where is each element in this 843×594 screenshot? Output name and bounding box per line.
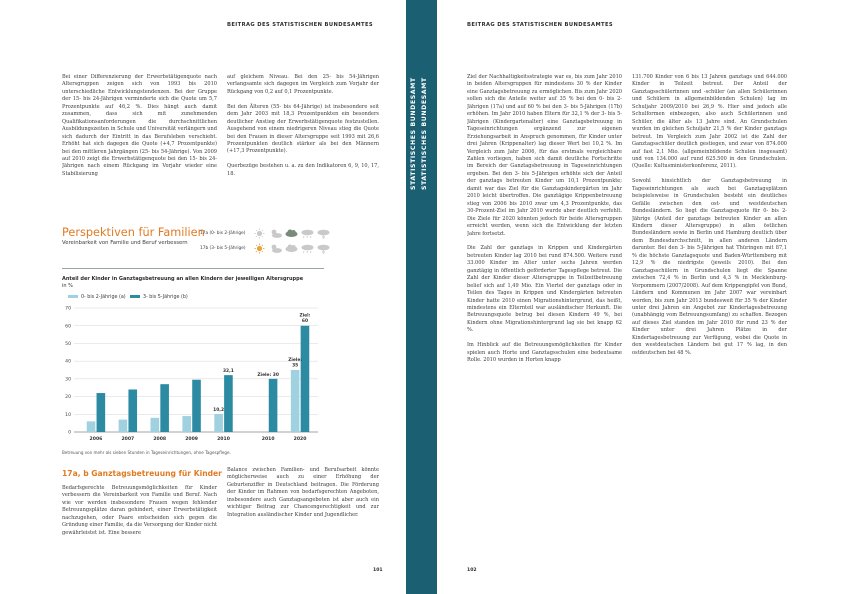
y-tick-label: 50 [65,342,71,348]
bar-chart [60,300,326,446]
spine-label: STATISTISCHES BUNDESAMT [410,77,417,190]
spine-label-repeat: STATISTISCHES BUNDESAMT [421,77,428,190]
bar [87,421,96,432]
x-tick-label: 2010 [261,437,275,442]
legend-swatch [68,295,78,298]
chart-title [62,276,327,290]
paragraph: Im Hinblick auf die Betreuungsmöglichkeiten für Kinder spielen auch Horte und Ganztagsschulen eine bedeutsame Rolle. 2010 wurden in Horten knapp [467,342,622,364]
bar [97,393,106,432]
x-tick-label: 2007 [121,437,135,442]
running-head-right: BEITRAG DES STATISTISCHEN BUNDESAMTES [467,22,614,28]
bar [160,384,169,432]
thunder-cloud-icon [316,243,331,254]
bar [214,414,223,432]
paragraph: Bei den Älteren (55- bis 64-Jährige) ist insbesondere seit dem Jahr 2003 mit 18,3 Prozentpunkten ein besonders deutlicher Anstieg der Erwerbstätigenquote festzustellen. Ausgehend von einem niedrigeren Niveau stieg die Quote bei den Frauen in dieser Altersgruppe seit 1993 mit 26,6 Prozentpunkten deutlich stärker als bei den Männern (+17,3 Prozentpunkte). [227,103,379,155]
running-head-left: BEITRAG DES STATISTISCHEN BUNDESAMTES [227,22,374,28]
sun-cloud-icon [268,243,283,254]
trend-label: 17b (3- bis 5-Jährige) [200,246,246,251]
paragraph: Die Zahl der ganztags in Krippen und Kindergärten betreuten Kinder lag 2010 bei rund 874.500. Weitere rund 33.000 Kinder im Alter unter sechs Jahren werden ganztägig in öffentlich geförderter Tagespflege betreut. Die Zahl der Kinder dieser Altersgruppe in Teilzeitbetreuung belief sich auf 1,49 Mio. Ein Viertel der ganztags oder in Teilen des Tages in Krippen und Kindergärten betreuten Kinder hatte 2010 einen Migrationshintergrund, das heißt, mindestens ein Elternteil war ausländischer Herkunft. Die Betreuungsquote betrug bei diesen Kindern 49 %, bei Kindern ohne Migrationshintergrund lag sie bei knapp 62 %. [467,245,622,334]
chart-title-text: Anteil der Kinder in Ganztagsbetreuung an allen Kindern der jeweiligen Altersgruppe [62,276,304,282]
bar [269,379,278,432]
bar [119,420,128,432]
trend-label: 17a (0- bis 2-Jährige) [200,231,246,236]
sun-cloud-icon [268,228,283,239]
trend-row-17b [200,243,330,257]
divider [62,268,324,269]
data-label: 35 [292,363,299,369]
data-label: 10,2 [213,407,225,413]
x-tick-label: 2010 [217,437,230,442]
trend-row-17a [200,228,330,242]
x-tick-label: 2009 [185,437,199,442]
rain-cloud-icon [300,228,315,239]
x-tick-label: 2008 [153,437,167,442]
bar [224,375,233,432]
paragraph: auf gleichem Niveau. Bei den 25- bis 54-Jährigen verlangsamte sich dagegen im Vergleich zum Vorjahr der Rückgang von 0,2 auf 0,1 Prozentpunkte. [227,74,379,95]
paragraph: Bedarfsgerechte Betreuungsmöglichkeiten für Kinder verbessern die Vereinbarkeit von Familie und Beruf. Nach wie vor werden insbesondere Frauen wegen fehlender Betreuungsplätze daran gehindert, einer Erwerbstätigkeit nachzugehen, oder Paare entscheiden sich gegen die Gründung einer Familie, da die Versorgung der Kinder nicht gewährleistet ist. Eine bessere [62,485,217,536]
cloud-icon [284,243,299,254]
section-title: Perspektiven für Familien [62,226,205,239]
subsection-heading: 17a, b Ganztagsbetreuung für Kinder [62,469,222,478]
paragraph: Balance zwischen Familien- und Berufsarbeit könnte möglicherweise auch zu einer Erhöhung der Geburtenziffer in Deutschland beitragen. Die Förderung der Kinder im Rahmen von bedarfsgerechten Angeboten, insbesondere auch Ganztagsangeboten ist aber auch ein wichtiger Beitrag zur Chancengerechtigkeit und zur Integration ausländischer Kinder und Jugendlicher. [227,467,379,518]
data-label: Ziele: 30 [257,372,279,378]
bar [128,389,137,432]
bar [151,418,160,432]
paragraph: Sowohl hinsichtlich der Ganztagsbetreuung in Tageseinrichtungen als auch bei Ganztagsplätzen beispielsweise in Grundschulen besteht ein deutliches Gefälle zwischen den ost- und westdeutschen Bundesländern. So liegt die Ganztagsquote für 0- bis 2-Jährige (Anteil der ganztags betreuten Kinder an allen Kindern dieser Altersgruppe) in allen östlichen Bundesländern sowie in Berlin und Hamburg deutlich über dem Bundesdurchschnitt, in allen anderen Ländern darunter. Bei den 3- bis 5-Jährigen hat Thüringen mit 87,1 % die höchste Ganztagsquote und Baden-Württemberg mit 12,9 % die niedrigste (jeweils 2010). Bei den Ganztagsschülern in Grundschulen liegt die Spanne zwischen 72,4 % in Berlin und 4,3 % in Mecklenburg-Vorpommern (2007/2008). Auf dem Krippengipfel von Bund, Ländern und Kommunen im Jahr 2007 war vereinbart worden, bis zum Jahr 2013 bundesweit für 35 % der Kinder unter drei Jahren ein Angebot zur Kindertagesbetreuung (unabhängig vom Betreuungsumfang) zu schaffen. Bezogen auf dieses Ziel standen im Jahr 2010 für rund 23 % der Kinder unter drei Jahren Plätze in der Kindertagesbetreuung zur Verfügung, wobei die Quote in den westdeutschen Ländern bei gut 17 % lag, in den ostdeutschen bei 48 %. [632,178,787,356]
x-tick-label: 2006 [89,437,103,442]
left-column-2 [227,74,379,214]
data-label: Ziel: [299,313,311,319]
data-label: 32,1 [222,369,234,375]
bar [182,416,191,432]
section-subtitle: Vereinbarkeit von Familie und Beruf verbessern [62,240,188,246]
data-label: Ziele: [288,358,303,363]
legend-label: 3- bis 5-Jährige (b) [143,295,188,300]
paragraph: Querbezüge bestehen u. a. zu den Indikatoren 6, 9, 10, 17, 18. [227,163,379,177]
right-column-2 [632,74,787,564]
left-column-4 [227,467,379,561]
sun-icon [252,243,267,254]
page-number-right: 102 [467,568,477,573]
thunder-cloud-icon [316,228,331,239]
paragraph: 131.700 Kinder von 6 bis 13 Jahren ganztags und 644.000 Kinder in Teilzeit betreut. Der Anteil der Ganztagsschülerinnen und -schüler (an allen Schülerinnen und Schülern in allgemeinbildenden Schulen) lag im Schuljahr 2009/2010 bei 26,9 %. Hier sind jedoch alle Schulformen einbezogen, also auch Schülerinnen und Schüler, die älter als 13 Jahre sind. An Grundschulen wurden im gleichen Schuljahr 21,5 % der Kinder ganztags betreut. Im Vergleich zum Jahr 2002 ist die Zahl der Ganztagsschüler deutlich gestiegen, und zwar von 874.000 auf fast 2,1 Mio. (allgemeinbildende Schulen insgesamt) und von 134.000 auf rund 625.500 in den Grundschulen. (Quelle: Kultusministerkonferenz, 2011). [632,74,787,170]
rain-cloud-icon [300,243,315,254]
y-tick-label: 10 [65,412,71,418]
cloud-icon [284,228,299,239]
y-tick-label: 60 [65,324,71,330]
bar [291,370,300,432]
paragraph: Bei einer Differenzierung der Erwerbstätigenquote nach Altersgruppen zeigen sich von 1993 bis 2010 unterschiedliche Entwicklungstendenzen. Bei der Gruppe der 15- bis 24-Jährigen verminderte sich die Quote um 5,7 Prozentpunkte auf 46,2 %. Dies hängt auch damit zusammen, dass sich mit zunehmenden Qualifikationsanforderungen die durchschnittlichen Ausbildungszeiten in Schule und Universität verlängern und sich dadurch der Eintritt in das Berufsleben verschiebt. Erhöht hat sich dagegen die Quote (+4,7 Prozentpunkte) bei den mittleren Jahrgängen (25- bis 54-Jährige). Von 2009 auf 2010 zeigt die Erwerbstätigenquote bei den 15- bis 24-Jährigen nach einem Rückgang im Vorjahr wieder eine Stabilisierung [62,74,217,177]
page-number-left: 101 [373,568,383,573]
y-tick-label: 40 [65,359,71,365]
chart-footnote: Betreuung von mehr als sieben Stunden in Tageseinrichtungen, ohne Tagespflege. [62,450,231,455]
legend-label: 0- bis 2-Jährige (a) [81,295,126,300]
left-column-1 [62,74,217,214]
right-column-1 [467,74,622,564]
left-column-3 [62,485,217,561]
bar [192,380,201,432]
y-tick-label: 30 [65,377,71,383]
sun-icon [252,228,267,239]
legend-swatch [130,295,140,298]
paragraph: Ziel der Nachhaltigkeitsstrategie war es, bis zum Jahr 2010 in beiden Altersgruppen für mindestens 30 % der Kinder eine Ganztagsbetreuung zu ermöglichen. Bis zum Jahr 2020 sollen sich die Anteile weiter auf 35 % bei den 0- bis 2-Jährigen (17a) und auf 60 % bei den 3- bis 5-Jährigen (17b) erhöhen. Im Jahr 2010 haben Eltern für 32,1 % der 3- bis 5-Jährigen (Kindergartenalter) eine Ganztagsbetreuung in Tageseinrichtungen ergänzend zur eigenen Erziehungsarbeit in Anspruch genommen, für Kinder unter drei Jahren (Krippenalter) lag dieser Wert bei 10,2 %. Im Vergleich zum Jahr 2006, für das erstmals vergleichbare Zahlen vorliegen, haben sich damit deutliche Fortschritte im Bereich der Ganztagsbetreuung in Tageseinrichtungen ergeben. Bei den 3- bis 5-Jährigen erhöhte sich der Anteil der ganztags betreuten Kinder um 10,1 Prozentpunkte; damit war das Ziel für die Ganztagskindergärten im Jahr 2010 leicht übertroffen. Die ganztägige Krippenbetreuung stieg von 2006 bis 2010 zwar um 4,3 Prozentpunkte, das 30-Prozent-Ziel im Jahr 2010 wurde aber deutlich verfehlt. Die Ziele für 2020 könnten jedoch für beide Altersgruppen erreicht werden, wenn sich die Entwicklung der letzten Jahre fortsetzt. [467,74,622,237]
bar [301,326,310,432]
x-tick-label: 2020 [293,437,307,442]
y-tick-label: 70 [65,306,71,312]
chart-unit: in % [62,283,73,289]
y-tick-label: 20 [65,395,71,401]
y-tick-label: 0 [68,430,71,436]
data-label: 60 [301,319,309,325]
